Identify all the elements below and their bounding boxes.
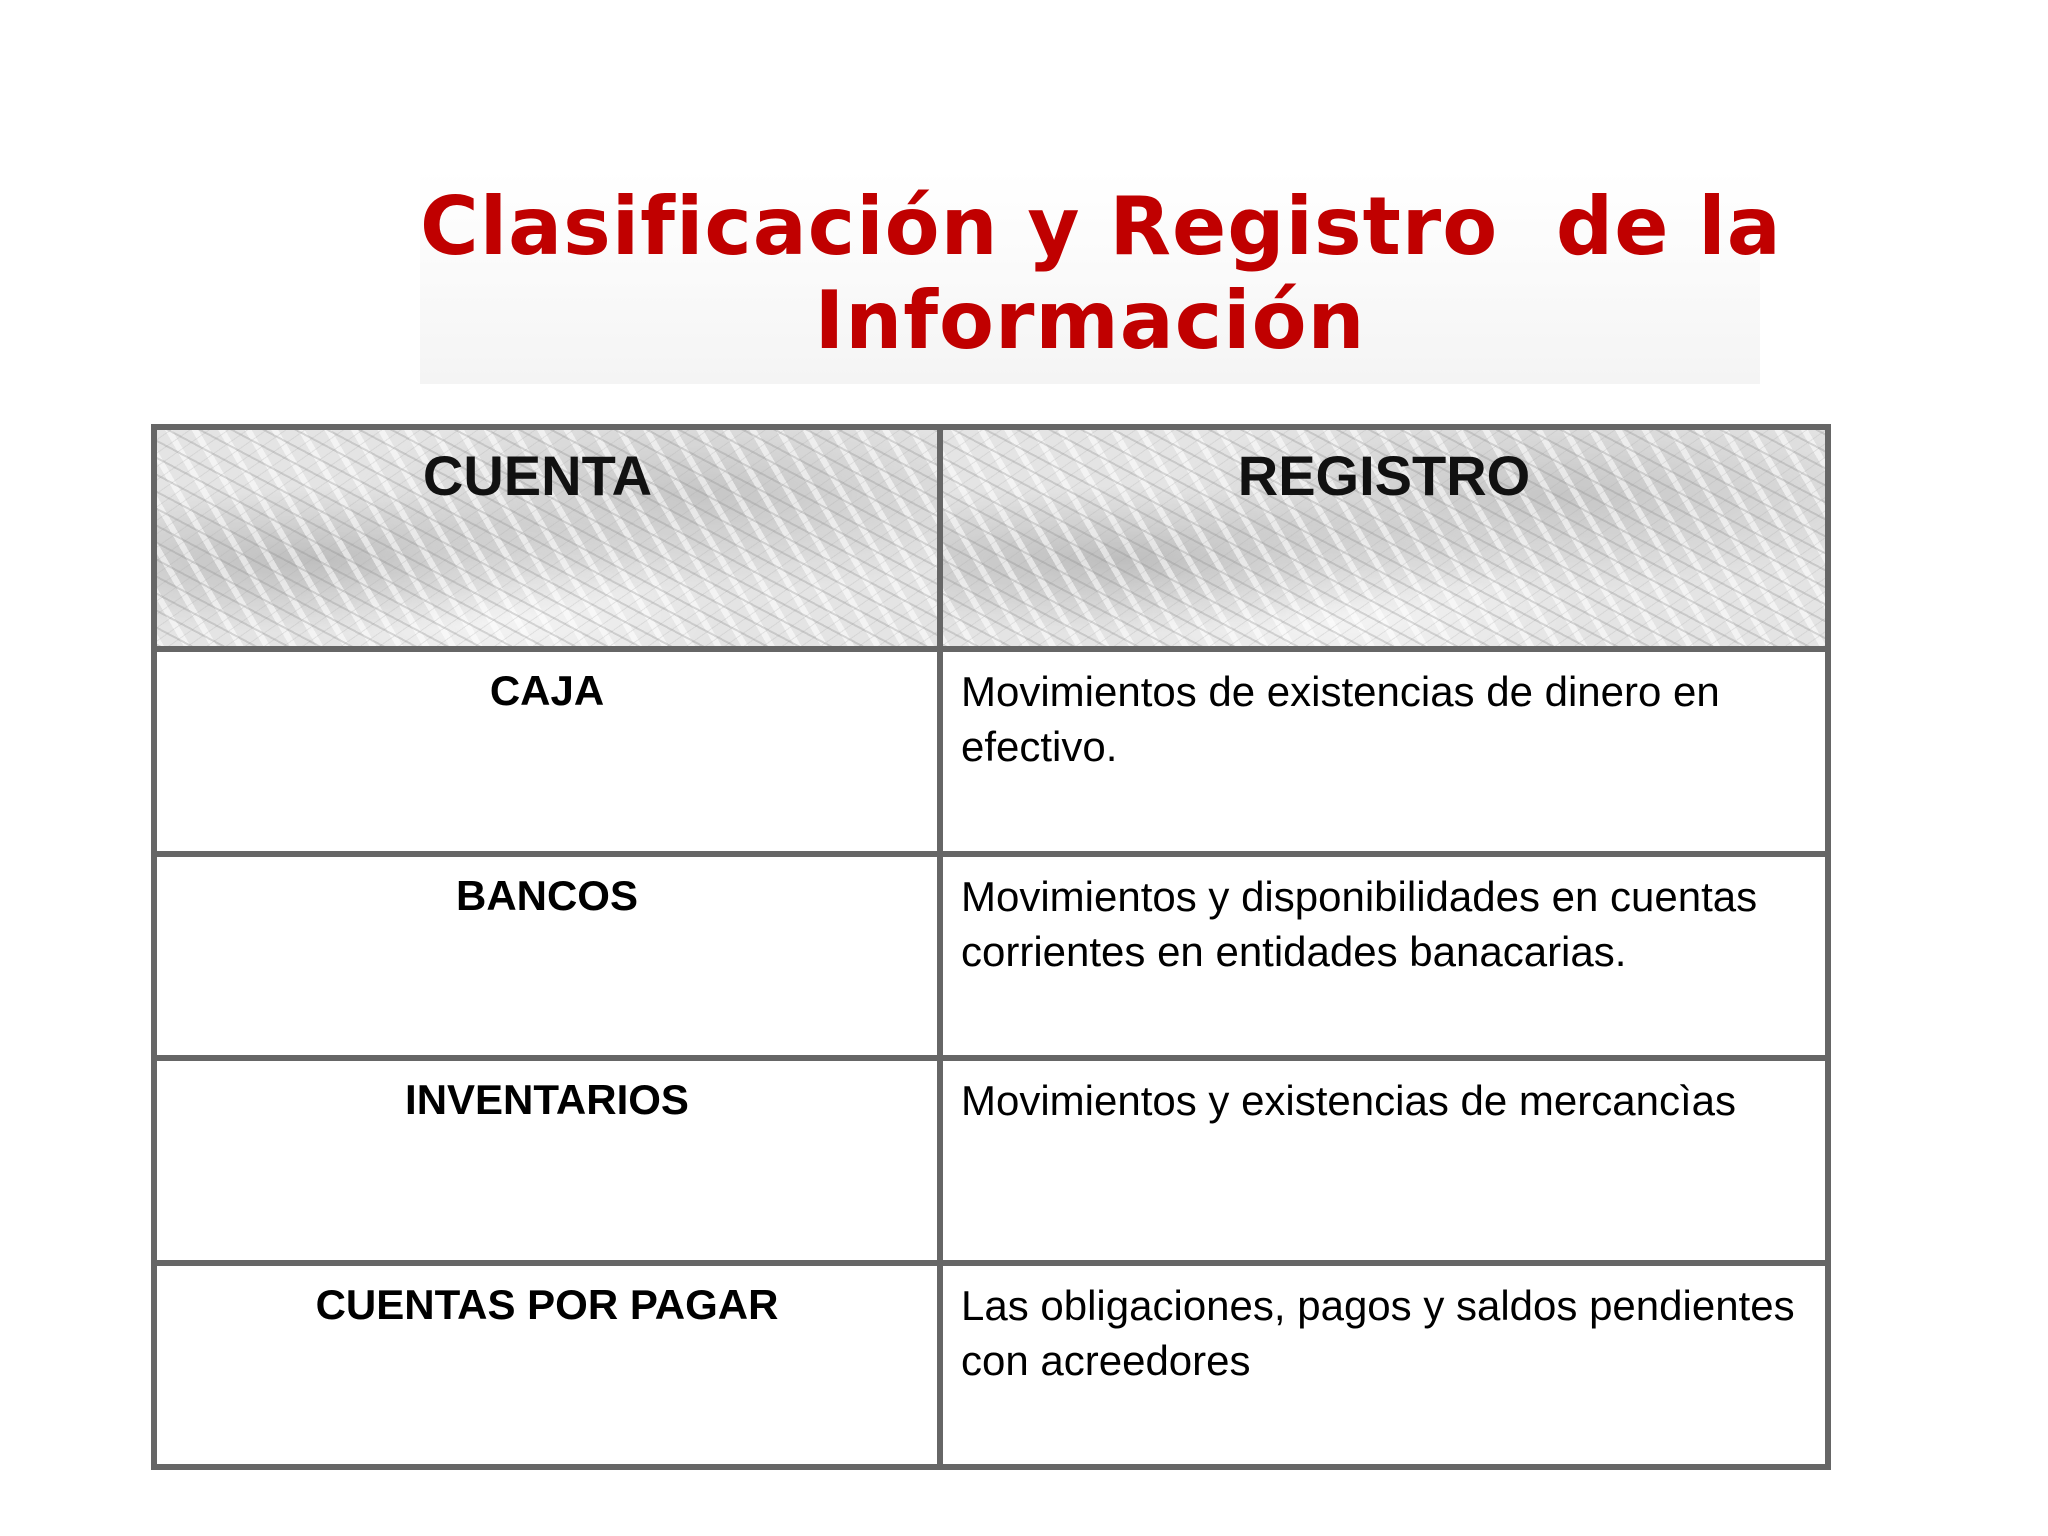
cell-registro: Movimientos y existencias de mercancìas [940, 1058, 1828, 1262]
title-banner [420, 170, 1782, 384]
accounts-table [151, 424, 1831, 1470]
table-row [154, 1058, 1828, 1262]
table-row [154, 1263, 1828, 1467]
title-line-2: Información [814, 274, 1366, 367]
accounts-table-frame [151, 424, 1831, 1470]
header-cuenta: CUENTA [154, 427, 940, 649]
table-row [154, 649, 1828, 853]
cell-cuenta: CAJA [154, 649, 940, 853]
cell-registro: Las obligaciones, pagos y saldos pendientes con acreedores [940, 1263, 1828, 1467]
cell-cuenta: CUENTAS POR PAGAR [154, 1263, 940, 1467]
table-header-row [154, 427, 1828, 649]
table-row [154, 854, 1828, 1058]
cell-cuenta: BANCOS [154, 854, 940, 1058]
cell-cuenta: INVENTARIOS [154, 1058, 940, 1262]
title-line-1: Clasificación y Registro de la [420, 180, 1782, 273]
header-registro: REGISTRO [940, 427, 1828, 649]
slide-title [420, 180, 1782, 368]
cell-registro: Movimientos de existencias de dinero en efectivo. [940, 649, 1828, 853]
cell-registro: Movimientos y disponibilidades en cuentas corrientes en entidades banacarias. [940, 854, 1828, 1058]
